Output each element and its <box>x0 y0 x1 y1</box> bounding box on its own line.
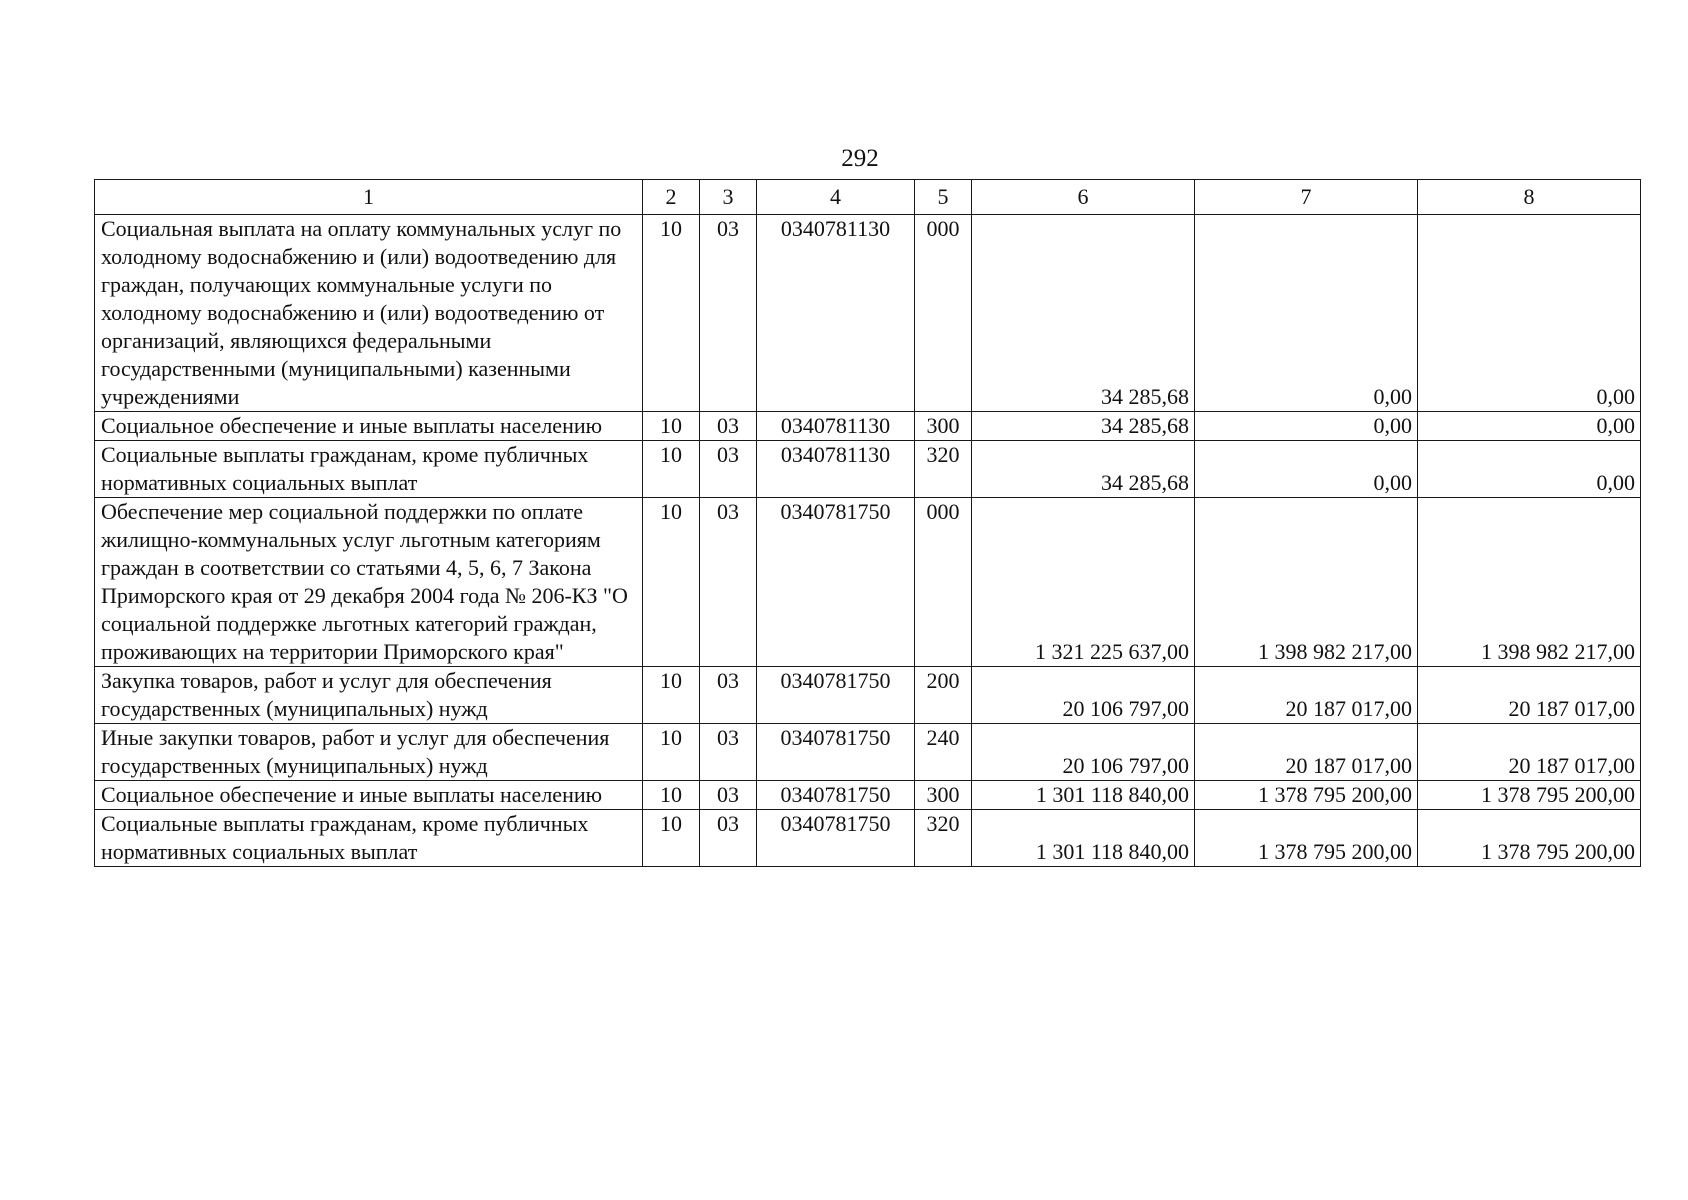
amount-col-6: 1 321 225 637,00 <box>972 498 1195 667</box>
subsection-code: 03 <box>700 781 757 810</box>
subsection-code: 03 <box>700 498 757 667</box>
expense-type-code: 000 <box>915 498 972 667</box>
section-code: 10 <box>643 498 700 667</box>
table-row <box>95 215 1641 412</box>
amount-col-7: 1 378 795 200,00 <box>1195 781 1418 810</box>
subsection-code: 03 <box>700 215 757 412</box>
target-code: 0340781750 <box>757 724 915 781</box>
expense-type-code: 000 <box>915 215 972 412</box>
section-code: 10 <box>643 412 700 441</box>
amount-col-6: 34 285,68 <box>972 412 1195 441</box>
table-row <box>95 810 1641 867</box>
item-name: Социальная выплата на оплату коммунальных услуг по холодному водоснабжению и (или) водоотведению для граждан, получающих коммунальные услуги по холодному водоснабжению и (или) водоотведению от организаций, являющихся федеральными государственными (муниципальными) казенными учреждениями <box>95 215 643 412</box>
subsection-code: 03 <box>700 724 757 781</box>
amount-col-6: 34 285,68 <box>972 215 1195 412</box>
item-name: Закупка товаров, работ и услуг для обеспечения государственных (муниципальных) нужд <box>95 667 643 724</box>
header-cell: 3 <box>700 180 757 215</box>
header-cell: 1 <box>95 180 643 215</box>
amount-col-8: 0,00 <box>1418 412 1641 441</box>
page-number: 292 <box>841 145 879 172</box>
section-code: 10 <box>643 441 700 498</box>
subsection-code: 03 <box>700 810 757 867</box>
header-cell: 7 <box>1195 180 1418 215</box>
amount-col-6: 20 106 797,00 <box>972 724 1195 781</box>
section-code: 10 <box>643 215 700 412</box>
amount-col-8: 1 378 795 200,00 <box>1418 810 1641 867</box>
amount-col-6: 1 301 118 840,00 <box>972 810 1195 867</box>
item-name: Иные закупки товаров, работ и услуг для обеспечения государственных (муниципальных) нужд <box>95 724 643 781</box>
expense-type-code: 320 <box>915 441 972 498</box>
target-code: 0340781750 <box>757 498 915 667</box>
item-name: Социальные выплаты гражданам, кроме публичных нормативных социальных выплат <box>95 810 643 867</box>
budget-table <box>94 179 1641 867</box>
subsection-code: 03 <box>700 441 757 498</box>
table-row <box>95 667 1641 724</box>
header-cell: 8 <box>1418 180 1641 215</box>
expense-type-code: 200 <box>915 667 972 724</box>
table-row <box>95 781 1641 810</box>
header-cell: 4 <box>757 180 915 215</box>
header-row <box>95 180 1641 215</box>
amount-col-8: 1 398 982 217,00 <box>1418 498 1641 667</box>
amount-col-7: 0,00 <box>1195 412 1418 441</box>
target-code: 0340781750 <box>757 667 915 724</box>
amount-col-8: 0,00 <box>1418 441 1641 498</box>
item-name: Социальное обеспечение и иные выплаты населению <box>95 781 643 810</box>
section-code: 10 <box>643 781 700 810</box>
amount-col-7: 1 398 982 217,00 <box>1195 498 1418 667</box>
amount-col-7: 1 378 795 200,00 <box>1195 810 1418 867</box>
header-cell: 2 <box>643 180 700 215</box>
subsection-code: 03 <box>700 412 757 441</box>
amount-col-8: 0,00 <box>1418 215 1641 412</box>
amount-col-7: 20 187 017,00 <box>1195 724 1418 781</box>
target-code: 0340781750 <box>757 781 915 810</box>
amount-col-8: 20 187 017,00 <box>1418 724 1641 781</box>
target-code: 0340781130 <box>757 215 915 412</box>
expense-type-code: 240 <box>915 724 972 781</box>
target-code: 0340781750 <box>757 810 915 867</box>
amount-col-7: 0,00 <box>1195 215 1418 412</box>
amount-col-6: 1 301 118 840,00 <box>972 781 1195 810</box>
expense-type-code: 320 <box>915 810 972 867</box>
item-name: Обеспечение мер социальной поддержки по оплате жилищно-коммунальных услуг льготным категориям граждан в соответствии со статьями 4, 5, 6, 7 Закона Приморского края от 29 декабря 2004 года № 206-КЗ "О социальной поддержке льготных категорий граждан, проживающих на территории Приморского края" <box>95 498 643 667</box>
section-code: 10 <box>643 667 700 724</box>
table-row <box>95 724 1641 781</box>
table-row <box>95 498 1641 667</box>
table-row <box>95 412 1641 441</box>
section-code: 10 <box>643 810 700 867</box>
amount-col-6: 34 285,68 <box>972 441 1195 498</box>
item-name: Социальное обеспечение и иные выплаты населению <box>95 412 643 441</box>
amount-col-8: 20 187 017,00 <box>1418 667 1641 724</box>
header-cell: 5 <box>915 180 972 215</box>
target-code: 0340781130 <box>757 412 915 441</box>
subsection-code: 03 <box>700 667 757 724</box>
table-row <box>95 441 1641 498</box>
header-cell: 6 <box>972 180 1195 215</box>
amount-col-8: 1 378 795 200,00 <box>1418 781 1641 810</box>
item-name: Социальные выплаты гражданам, кроме публичных нормативных социальных выплат <box>95 441 643 498</box>
amount-col-7: 20 187 017,00 <box>1195 667 1418 724</box>
expense-type-code: 300 <box>915 412 972 441</box>
section-code: 10 <box>643 724 700 781</box>
target-code: 0340781130 <box>757 441 915 498</box>
amount-col-7: 0,00 <box>1195 441 1418 498</box>
expense-type-code: 300 <box>915 781 972 810</box>
amount-col-6: 20 106 797,00 <box>972 667 1195 724</box>
